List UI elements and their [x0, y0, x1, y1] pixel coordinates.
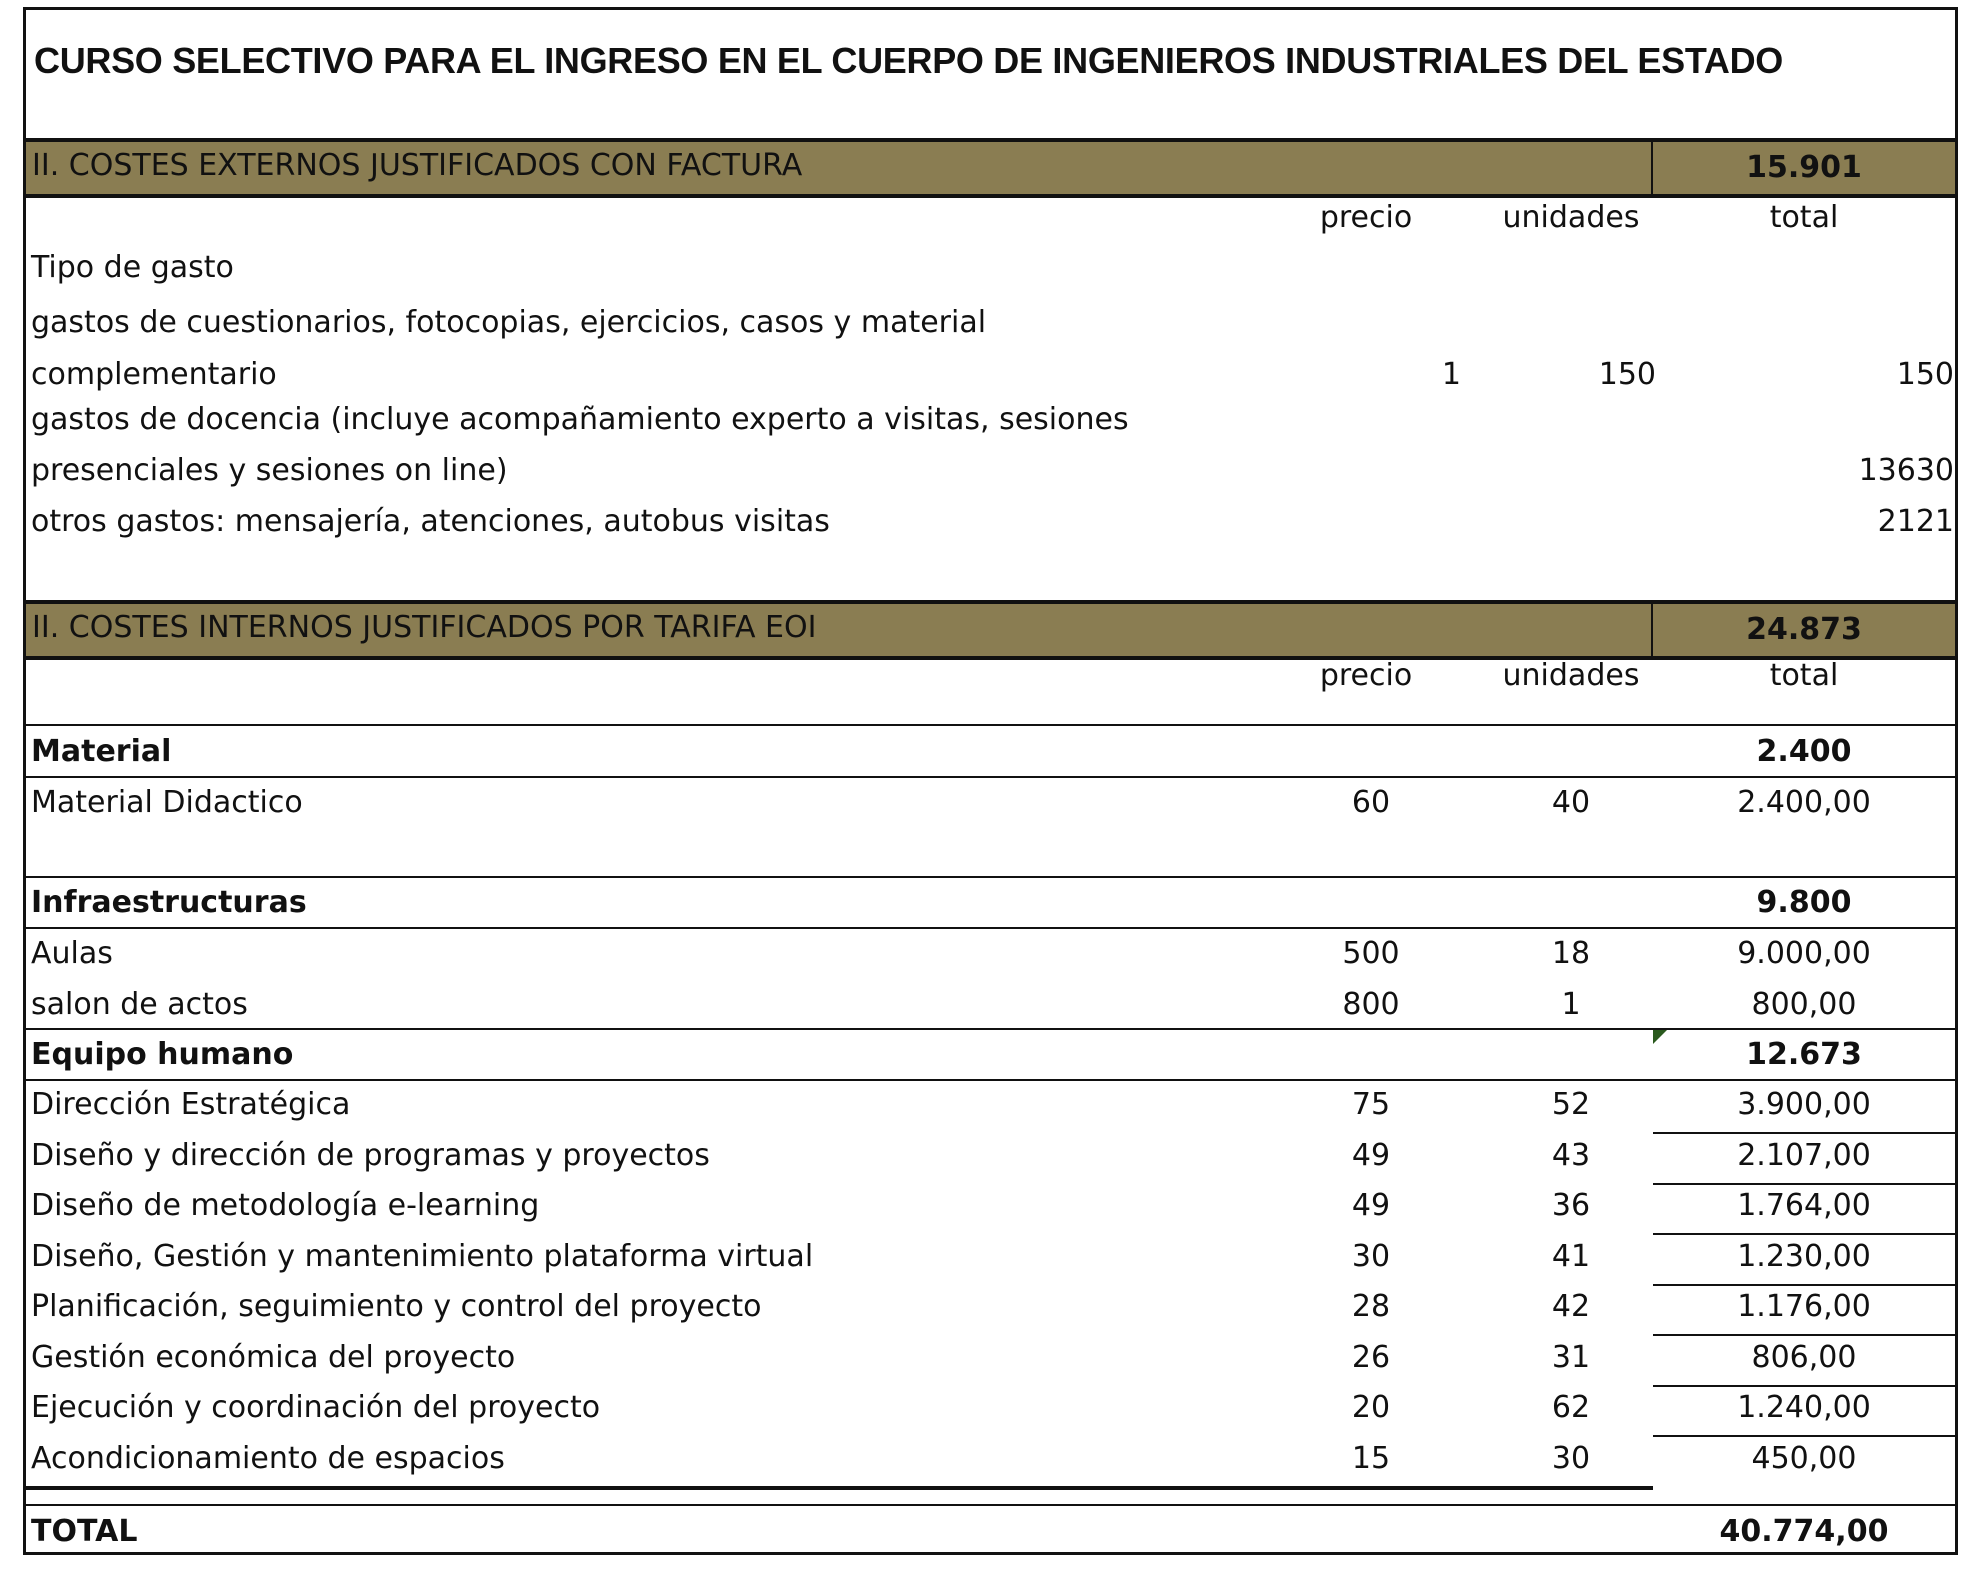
total-underline: [1653, 1435, 1955, 1437]
externo-row-2-line2: presenciales y sesiones on line): [31, 453, 508, 488]
total-underline: [1653, 1284, 1955, 1286]
row-precio: 800: [1342, 987, 1400, 1022]
row-total: 800,00: [1751, 987, 1857, 1022]
row-unidades: 42: [1551, 1289, 1591, 1324]
row-name: Diseño y dirección de programas y proyectos: [31, 1138, 710, 1173]
row-precio: 75: [1351, 1087, 1391, 1122]
group-total-infra: 9.800: [1756, 885, 1852, 920]
budget-sheet: [23, 7, 1958, 1555]
externo-row-1-total: 150: [1896, 357, 1954, 392]
row-total: 3.900,00: [1737, 1087, 1871, 1122]
row-precio: 49: [1351, 1188, 1391, 1223]
divider: [26, 776, 1955, 778]
externo-row-3-line1: otros gastos: mensajería, atenciones, autobus visitas: [31, 504, 830, 539]
row-total: 1.176,00: [1737, 1289, 1871, 1324]
row-name: Diseño, Gestión y mantenimiento plataforma virtual: [31, 1239, 814, 1274]
header-unidades: unidades: [1502, 200, 1640, 235]
row-unidades: 52: [1551, 1087, 1591, 1122]
section-total-externos: 15.901: [1651, 142, 1955, 194]
externo-row-2-line1: gastos de docencia (incluye acompañamiento experto a visitas, sesiones: [31, 402, 1129, 437]
section-band-externos: [26, 138, 1955, 198]
row-total: 1.764,00: [1737, 1188, 1871, 1223]
grand-total-value: 40.774,00: [1719, 1514, 1889, 1549]
section-band-internos: [26, 600, 1955, 660]
total-underline: [1653, 1385, 1955, 1387]
total-underline: [1653, 1334, 1955, 1336]
row-unidades: 43: [1551, 1138, 1591, 1173]
row-name: Diseño de metodología e-learning: [31, 1188, 540, 1223]
header-total-internos: total: [1769, 658, 1839, 693]
row-unidades: 30: [1551, 1441, 1591, 1476]
header-unidades-internos: unidades: [1502, 658, 1640, 693]
row-unidades: 41: [1551, 1239, 1591, 1274]
divider: [26, 1504, 1955, 1506]
row-total: 9.000,00: [1737, 936, 1871, 971]
row-name: salon de actos: [31, 987, 248, 1022]
divider: [26, 927, 1955, 929]
row-unidades: 31: [1551, 1340, 1591, 1375]
row-precio: 30: [1351, 1239, 1391, 1274]
row-name: Material Didactico: [31, 785, 303, 820]
row-total: 2.400,00: [1737, 785, 1871, 820]
total-underline: [1653, 1183, 1955, 1185]
row-precio: 49: [1351, 1138, 1391, 1173]
externo-row-3-total: 2121: [1877, 504, 1954, 539]
section-label-internos: II. COSTES INTERNOS JUSTIFICADOS POR TARIFA EOI: [32, 610, 817, 645]
row-total: 1.240,00: [1737, 1390, 1871, 1425]
divider: [26, 876, 1955, 878]
row-name: Ejecución y coordinación del proyecto: [31, 1390, 601, 1425]
divider: [26, 1486, 1653, 1490]
row-unidades: 40: [1551, 785, 1591, 820]
grand-total-label: TOTAL: [31, 1514, 138, 1549]
total-underline: [1653, 1132, 1955, 1134]
section-total-internos: 24.873: [1651, 604, 1955, 656]
row-name: Acondicionamiento de espacios: [31, 1441, 505, 1476]
tipo-de-gasto-label: Tipo de gasto: [31, 250, 234, 285]
group-total-material: 2.400: [1756, 734, 1852, 769]
row-precio: 26: [1351, 1340, 1391, 1375]
divider: [26, 724, 1955, 726]
externo-row-1-unidades: 150: [1598, 357, 1656, 392]
row-unidades: 36: [1551, 1188, 1591, 1223]
row-total: 1.230,00: [1737, 1239, 1871, 1274]
group-label-infra: Infraestructuras: [31, 885, 307, 920]
row-unidades: 18: [1551, 936, 1591, 971]
group-label-material: Material: [31, 734, 172, 769]
header-total: total: [1769, 200, 1839, 235]
row-precio: 60: [1351, 785, 1391, 820]
row-name: Gestión económica del proyecto: [31, 1340, 516, 1375]
page-title: CURSO SELECTIVO PARA EL INGRESO EN EL CUERPO DE INGENIEROS INDUSTRIALES DEL ESTADO: [34, 40, 1783, 81]
group-total-equipo: 12.673: [1746, 1037, 1862, 1072]
divider: [26, 1079, 1955, 1081]
row-name: Aulas: [31, 936, 113, 971]
row-precio: 15: [1351, 1441, 1391, 1476]
header-precio-internos: precio: [1319, 658, 1413, 693]
row-precio: 20: [1351, 1390, 1391, 1425]
row-total: 2.107,00: [1737, 1138, 1871, 1173]
row-name: Dirección Estratégica: [31, 1087, 351, 1122]
header-precio: precio: [1319, 200, 1413, 235]
externo-row-1-line1: gastos de cuestionarios, fotocopias, ejercicios, casos y material: [31, 305, 987, 340]
row-total: 806,00: [1751, 1340, 1857, 1375]
row-unidades: 62: [1551, 1390, 1591, 1425]
row-precio: 500: [1342, 936, 1400, 971]
total-underline: [1653, 1233, 1955, 1235]
row-unidades: 1: [1561, 987, 1581, 1022]
section-label-externos: II. COSTES EXTERNOS JUSTIFICADOS CON FACTURA: [32, 148, 803, 183]
externo-row-1-line2: complementario: [31, 357, 277, 392]
row-total: 450,00: [1751, 1441, 1857, 1476]
row-precio: 28: [1351, 1289, 1391, 1324]
row-name: Planificación, seguimiento y control del proyecto: [31, 1289, 762, 1324]
group-label-equipo: Equipo humano: [31, 1037, 294, 1072]
externo-row-1-precio: 1: [1441, 357, 1461, 392]
externo-row-2-total: 13630: [1858, 453, 1954, 488]
